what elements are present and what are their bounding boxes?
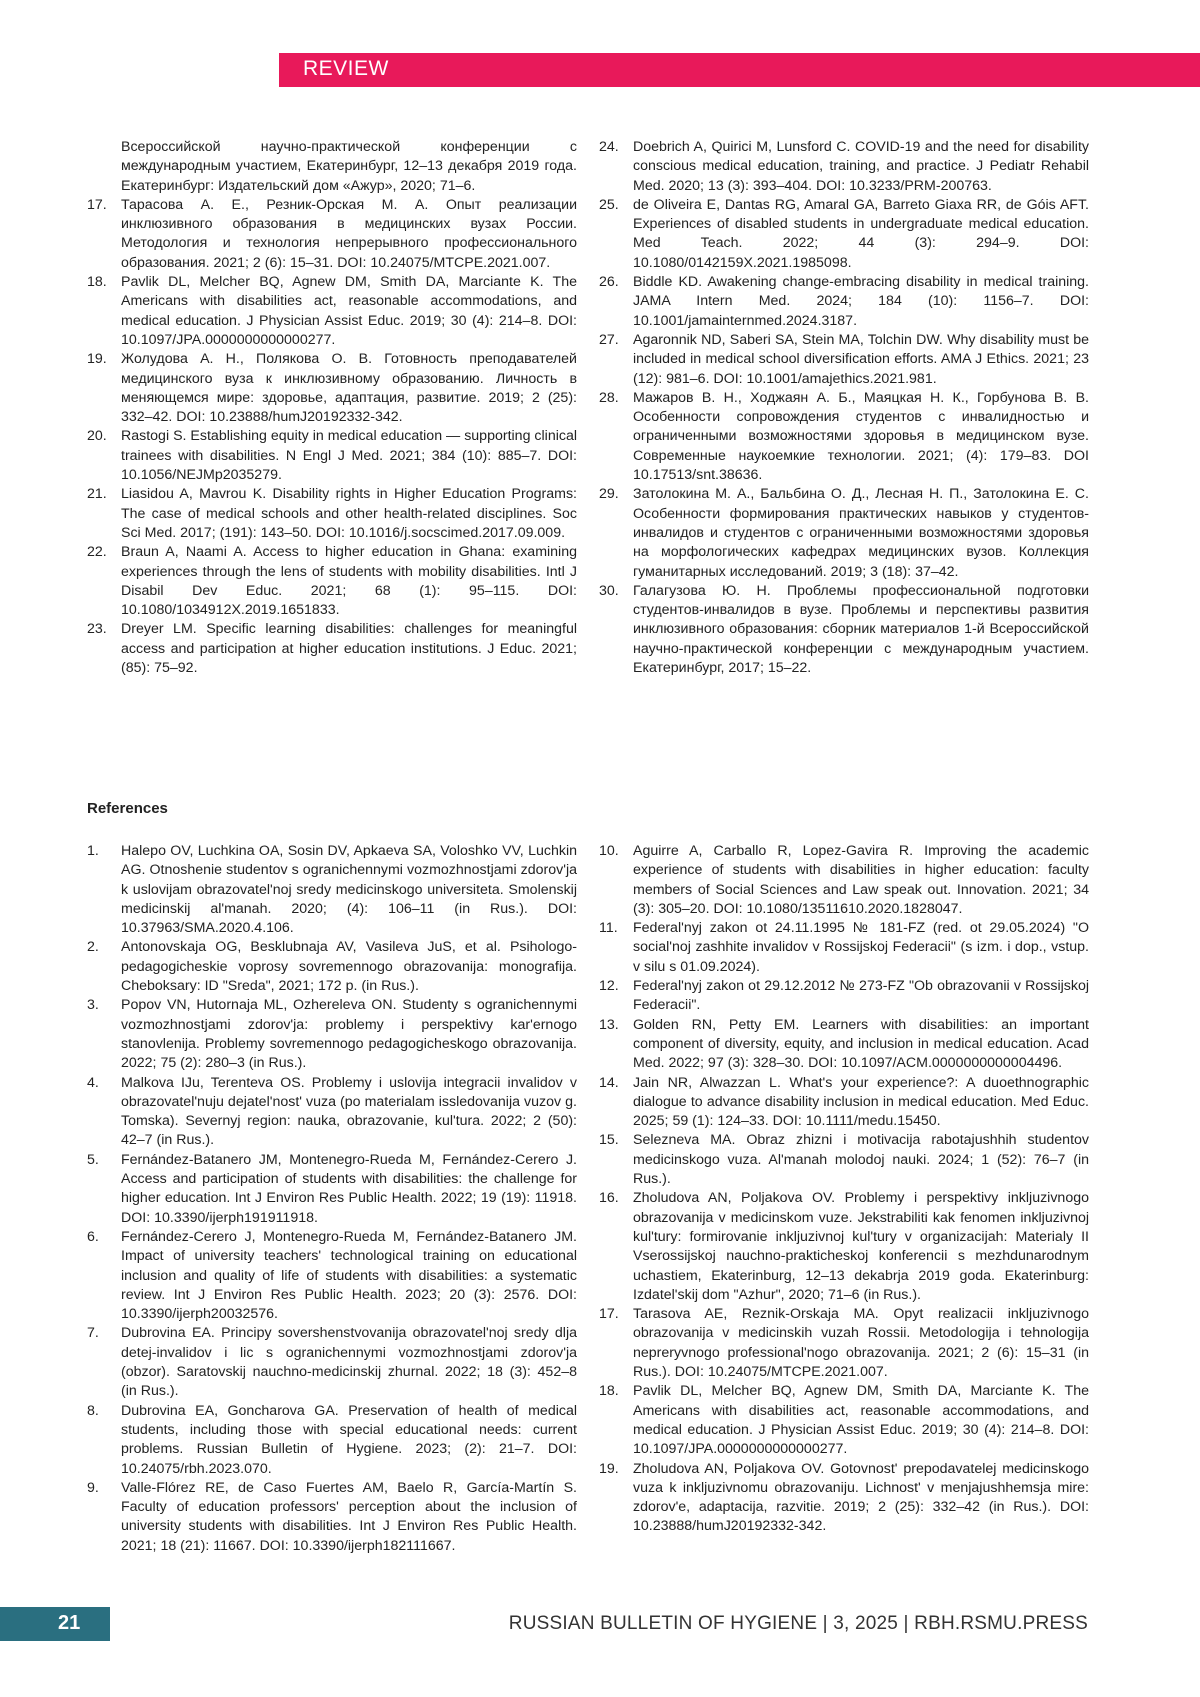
reference-item — [87, 1324, 577, 1401]
reference-list — [599, 842, 1089, 1537]
reference-item — [87, 196, 577, 273]
reference-number: 20. — [87, 428, 107, 445]
reference-text: Biddle KD. Awakening change-embracing disability in medical training. JAMA Intern Med. 2024; 184 (10): 1156–7. DOI: 10.1001/jamainternmed.2024.3187. — [633, 274, 1089, 329]
reference-text: Antonovskaja OG, Besklubnaja AV, Vasileva JuS, et al. Psihologo-pedagogicheskie voprosy sovremennogo obrazovanija: monografija. Cheboksary: ID "Sreda", 2021; 172 p. (in Rus.). — [121, 939, 577, 995]
reference-text: de Oliveira E, Dantas RG, Amaral GA, Barreto Giaxa RR, de Góis AFT. Experiences of disabled students in undergraduate medical education. Med Teach. 2022; 44 (3): 294–9. DOI: 10.1080/0142159X.2021.1985098. — [633, 196, 1089, 271]
reference-number: 8. — [87, 1402, 99, 1419]
reference-number: 28. — [599, 389, 619, 406]
reference-text: Jain NR, Alwazzan L. What's your experience?: A duoethnographic dialogue to advance disability inclusion in medical education. Med Educ. 2025; 59 (1): 124–33. DOI: 10.1111/medu.15450. — [633, 1074, 1089, 1130]
reference-number: 27. — [599, 331, 619, 348]
reference-item — [87, 1402, 577, 1479]
reference-item — [599, 196, 1089, 273]
reference-text: Тарасова А. Е., Резник-Орская М. А. Опыт реализации инклюзивного образования в медицинских вузах России. Методология и технология непрерывного профессионального образования. 2021; 2 (6): 15–31. DOI: 10.24075/MTCPE.2021.007. — [121, 196, 577, 271]
reference-number: 14. — [599, 1074, 619, 1091]
reference-list — [599, 138, 1089, 678]
reference-text: Federal'nyj zakon ot 24.11.1995 № 181-FZ (red. ot 29.05.2024) "O social'noj zashhite invalidov v Rossijskoj Federacii" (s izm. i dop., vstup. v silu s 01.09.2024). — [633, 920, 1089, 975]
section-banner — [279, 53, 1200, 87]
reference-item — [599, 1016, 1089, 1074]
reference-text: Pavlik DL, Melcher BQ, Agnew DM, Smith DA, Marciante K. The Americans with disabilities act, reasonable accommodations, and medical education. J Physician Assist Educ. 2019; 30 (4): 214–8. DOI: 10.1097/JPA.0000000000000277. — [121, 274, 577, 348]
reference-item — [87, 1074, 577, 1151]
reference-item — [599, 1382, 1089, 1459]
reference-number: 6. — [87, 1228, 99, 1245]
reference-item — [599, 1074, 1089, 1132]
reference-text: Liasidou A, Mavrou K. Disability rights in Higher Education Programs: The case of medical schools and other health-related disciplines. Soc Sci Med. 2017; (191): 143–50. DOI: 10.1016/j.socscimed.2017.09.009. — [121, 486, 577, 541]
reference-number: 13. — [599, 1016, 619, 1033]
reference-text: Dubrovina EA, Goncharova GA. Preservation of health of medical students, including those with special educational needs: current problems. Russian Bulletin of Hygiene. 2023; (2): 21–7. DOI: 10.24075/rbh.2023.070. — [121, 1402, 577, 1477]
reference-number: 7. — [87, 1325, 99, 1342]
reference-list — [87, 842, 577, 1556]
reference-item — [87, 543, 577, 620]
reference-item — [599, 1131, 1089, 1189]
reference-text: Malkova IJu, Terenteva OS. Problemy i uslovija integracii invalidov v obrazovatel'nuju dejatel'nost' vuza (po materialam issledovanija vuzov g. Tomska). Severnyj region: nauka, obrazovanie, kul'tura. 2022; 2 (50): 42–7 (in Rus.). — [121, 1074, 577, 1149]
reference-text: Жолудова А. Н., Полякова О. В. Готовность преподавателей медицинского вуза к инклюзивному образованию. Личность в меняющемся мире: здоровье, адаптация, развитие. 2019; 2 (25): 332–42. DOI: 10.23888/humJ20192332-342. — [121, 351, 577, 426]
reference-item — [599, 331, 1089, 389]
reference-text: Halepo OV, Luchkina OA, Sosin DV, Apkaeva SA, Voloshko VV, Luchkin AG. Otnoshenie studentov s ogranichennymi vozmozhnostjami zdorov'ja k uslovijam obrazovatel'noj sredy medicinskogo universiteta. Smolenskij medicinskij al'manah. 2020; (4): 106–11 (in Rus.). DOI: 10.37963/SMA.2020.4.106. — [121, 843, 577, 937]
reference-text: Fernández-Batanero JM, Montenegro-Rueda M, Fernández-Cerero J. Access and participation of students with disabilities: the challenge for higher education. Int J Environ Res Public Health. 2022; 19 (19): 11918. DOI: 10.3390/ijerph191911918. — [121, 1151, 577, 1226]
reference-item — [599, 389, 1089, 485]
reference-text: Agaronnik ND, Saberi SA, Stein MA, Tolchin DW. Why disability must be included in medical school diversification efforts. AMA J Ethics. 2021; 23 (12): 981–6. DOI: 10.1001/amajethics.2021.981. — [633, 331, 1089, 387]
reference-text: Fernández-Cerero J, Montenegro-Rueda M, Fernández-Batanero JM. Impact of university teachers' technological training on educational inclusion and quality of life of students with disabilities: a systematic review. Int J Environ Res Public Health. 2023; 20 (3): 2576. DOI: 10.3390/ijerph20032576. — [121, 1228, 577, 1323]
page-footer — [0, 1607, 1200, 1641]
reference-item — [87, 350, 577, 427]
top-left-column — [87, 138, 577, 678]
reference-number: 9. — [87, 1479, 99, 1496]
reference-item — [87, 996, 577, 1073]
reference-number: 18. — [87, 274, 107, 291]
reference-text: Aguirre A, Carballo R, Lopez-Gavira R. Improving the academic experience of students with disabilities in higher education: faculty members of Social Sciences and Law speak out. Innovation. 2021; 34 (3): 305–20. DOI: 10.1080/13511610.2020.1828047. — [633, 843, 1089, 917]
reference-number: 3. — [87, 997, 99, 1014]
reference-text: Dreyer LM. Specific learning disabilities: challenges for meaningful access and participation at higher education institutions. J Educ. 2021; (85): 75–92. — [121, 621, 577, 677]
reference-number: 11. — [599, 920, 618, 937]
reference-number: 2. — [87, 939, 99, 956]
page-number: 21 — [58, 1612, 81, 1634]
reference-number: 21. — [87, 486, 107, 503]
section-label: REVIEW — [303, 57, 389, 80]
reference-text: Braun A, Naami A. Access to higher education in Ghana: examining experiences through the lens of students with mobility disabilities. Intl J Disabil Dev Educ. 2021; 68 (1): 95–115. DOI: 10.1080/1034912X.2019.1651833. — [121, 544, 577, 619]
reference-item — [599, 582, 1089, 678]
reference-continuation: Всероссийской научно-практической конференции с международным участием, Екатеринбург, 12–13 декабря 2019 года. Екатеринбург: Издательский дом «Ажур», 2020; 71–6. — [121, 139, 577, 194]
reference-number: 16. — [599, 1190, 619, 1207]
reference-text: Selezneva MA. Obraz zhizni i motivacija rabotajushhih studentov medicinskogo vuza. Al'manah molodoj nauki. 2024; 1 (52): 76–7 (in Rus.). — [633, 1132, 1089, 1188]
reference-text: Pavlik DL, Melcher BQ, Agnew DM, Smith DA, Marciante K. The Americans with disabilities act, reasonable accommodations, and medical education. J Physician Assist Educ. 2019; 30 (4): 214–8. DOI: 10.1097/JPA.0000000000000277. — [633, 1383, 1089, 1458]
journal-info: RUSSIAN BULLETIN OF HYGIENE | 3, 2025 | RBH.RSMU.PRESS — [508, 1613, 1088, 1634]
reference-list — [87, 196, 577, 678]
reference-number: 5. — [87, 1151, 99, 1168]
reference-number: 25. — [599, 196, 619, 213]
reference-number: 29. — [599, 486, 619, 503]
reference-number: 30. — [599, 582, 619, 599]
reference-item — [87, 842, 577, 938]
reference-item — [599, 138, 1089, 196]
reference-text: Zholudova AN, Poljakova OV. Gotovnost' prepodavatelej medicinskogo vuza k inkljuzivnomu obrazovaniju. Lichnost' v menjajushhemsja mire: zdorov'e, adaptacija, razvitie. 2019; 2 (25): 332–42 (in Rus.). DOI: 10.23888/humJ20192332-342. — [633, 1460, 1089, 1535]
reference-item — [87, 1228, 577, 1324]
reference-number: 15. — [599, 1132, 619, 1149]
reference-number: 17. — [87, 196, 107, 213]
reference-item — [599, 1189, 1089, 1305]
reference-item — [599, 273, 1089, 331]
reference-item — [87, 273, 577, 350]
reference-text: Затолокина М. А., Бальбина О. Д., Лесная Н. П., Затолокина Е. С. Особенности формирования практических навыков у студентов-инвалидов и студентов с ограниченными возможностями здоровья на морфологических кафедрах медицинских вузов. Коллекция гуманитарных исследований. 2019; 3 (18): 37–42. — [633, 486, 1089, 580]
reference-text: Rastogi S. Establishing equity in medical education — supporting clinical trainees with disabilities. N Engl J Med. 2021; 384 (10): 885–7. DOI: 10.1056/NEJMp2035279. — [121, 428, 577, 484]
reference-text: Federal'nyj zakon ot 29.12.2012 № 273-FZ "Ob obrazovanii v Rossijskoj Federacii". — [633, 978, 1089, 1014]
reference-number: 19. — [87, 351, 107, 368]
reference-text: Doebrich A, Quirici M, Lunsford C. COVID-19 and the need for disability conscious medical education, training, and practice. J Pediatr Rehabil Med. 2020; 13 (3): 393–404. DOI: 10.3233/PRM-200763. — [633, 139, 1089, 194]
reference-text: Zholudova AN, Poljakova OV. Problemy i perspektivy inkljuzivnogo obrazovanija v medicinskom vuze. Jekstrabiliti kak fenomen inkljuzivnoj kul'tury: formirovanie inkljuzivnoj kul'tury v organizacijah: Materialy II Vserossijskoj nauchno-prakticheskoj konferencii s mezhdunarodnym uchastiem, Ekaterinburg, 12–13 dekabrja 2019 goda. Ekaterinburg: Izdatel'skij dom "Azhur", 2020; 71–6 (in Rus.). — [633, 1190, 1089, 1303]
bottom-left-column — [87, 842, 577, 1556]
reference-item — [87, 1479, 577, 1556]
reference-item — [599, 919, 1089, 977]
bottom-right-column — [599, 842, 1089, 1537]
reference-item — [87, 620, 577, 678]
reference-number: 10. — [599, 843, 619, 859]
reference-item — [599, 977, 1089, 1016]
reference-item — [87, 1151, 577, 1228]
reference-number: 12. — [599, 978, 619, 995]
reference-number: 4. — [87, 1074, 99, 1091]
references-heading: References — [87, 800, 168, 817]
reference-text: Valle-Flórez RE, de Caso Fuertes AM, Baelo R, García-Martín S. Faculty of education professors' perception about the inclusion of university students with disabilities. Int J Environ Res Public Health. 2021; 18 (21): 11667. DOI: 10.3390/ijerph182111667. — [121, 1479, 577, 1554]
reference-number: 22. — [87, 544, 107, 561]
reference-text: Tarasova AE, Reznik-Orskaja MA. Opyt realizacii inkljuzivnogo obrazovanija v medicinskih vuzah Rossii. Metodologija i tehnologija nepreryvnogo professional'nogo obrazovanija. 2021; 2 (6): 15–31 (in Rus.). DOI: 10.24075/MTCPE.2021.007. — [633, 1306, 1089, 1381]
reference-item — [599, 842, 1089, 919]
reference-item — [87, 427, 577, 485]
reference-item — [87, 485, 577, 543]
reference-number: 19. — [599, 1460, 619, 1477]
reference-text: Golden RN, Petty EM. Learners with disabilities: an important component of diversity, equity, and inclusion in medical education. Acad Med. 2022; 97 (3): 328–30. DOI: 10.1097/ACM.0000000000004496. — [633, 1016, 1089, 1072]
reference-text: Popov VN, Hutornaja ML, Ozhereleva ON. Studenty s ogranichennymi vozmozhnostjami zdorov'ja: problemy i perspektivy kar'ernogo stanovlenija. Problemy sovremennogo pedagogicheskogo obrazovanija. 2022; 75 (2): 280–3 (in Rus.). — [121, 997, 577, 1072]
reference-text: Галагузова Ю. Н. Проблемы профессиональной подготовки студентов-инвалидов в вузе. Проблемы и перспективы развития инклюзивного образования: сборник материалов 1-й Всероссийской научно-практической конференции с международным участием. Екатеринбург, 2017; 15–22. — [633, 582, 1089, 677]
reference-number: 23. — [87, 621, 107, 638]
reference-text: Мажаров В. Н., Ходжаян А. Б., Маяцкая Н. К., Горбунова В. В. Особенности сопровождения студентов с инвалидностью и ограниченными возможностями здоровья в медицинском вузе. Современные наукоемкие технологии. 2021; (4): 179–83. DOI 10.17513/snt.38636. — [633, 389, 1089, 484]
reference-number: 1. — [87, 843, 99, 859]
page-number-box — [0, 1607, 110, 1641]
reference-number: 18. — [599, 1383, 619, 1400]
reference-item — [599, 1460, 1089, 1537]
reference-item — [87, 938, 577, 996]
reference-item — [599, 1305, 1089, 1382]
reference-number: 26. — [599, 274, 619, 291]
top-right-column — [599, 138, 1089, 678]
reference-number: 17. — [599, 1306, 619, 1323]
reference-number: 24. — [599, 139, 619, 155]
reference-item — [599, 485, 1089, 581]
reference-text: Dubrovina EA. Principy sovershenstvovanija obrazovatel'noj sredy dlja detej-invalidov i lic s ogranichennymi vozmozhnostjami zdorov'ja (obzor). Saratovskij nauchno-medicinskij zhurnal. 2022; 18 (3): 452–8 (in Rus.). — [121, 1325, 577, 1400]
